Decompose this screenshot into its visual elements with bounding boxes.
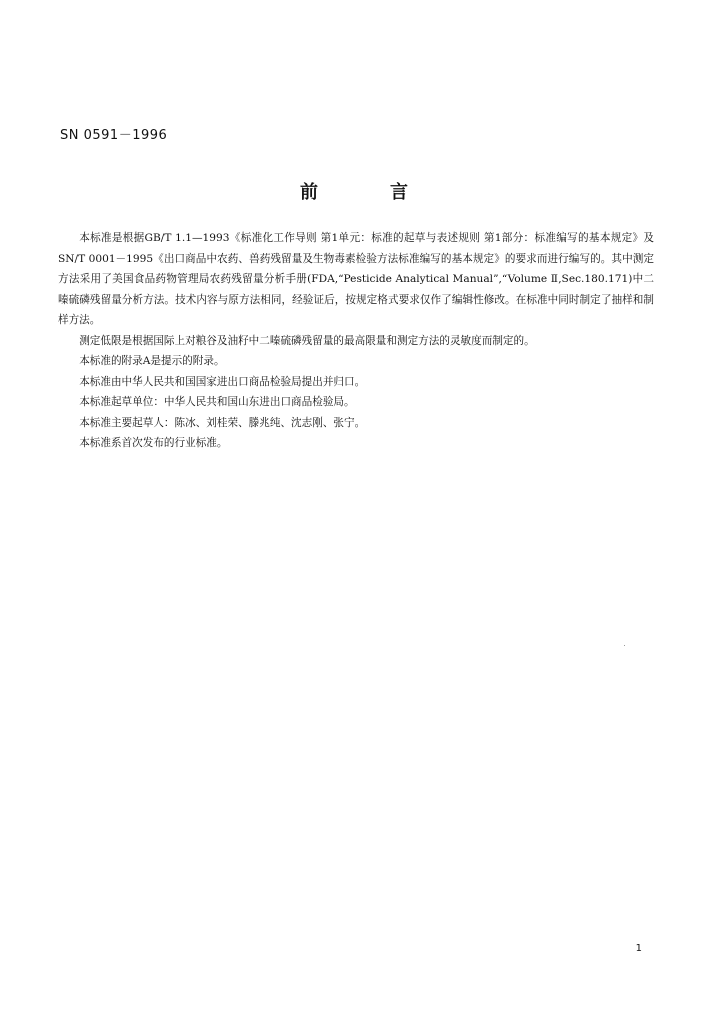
paragraph-first-issue: 本标准系首次发布的行业标准。 [79, 437, 228, 449]
paragraph-drafters: 本标准主要起草人：陈冰、刘桂荣、滕兆纯、沈志刚、张宁。 [79, 416, 366, 429]
paragraph-detection-limit: 测定低限是根据国际上对粮谷及油籽中二嗪硫磷残留量的最高限量和测定方法的灵敏度而制定的。 [79, 334, 535, 347]
standard-number: SN 0591－1996 [60, 128, 168, 143]
foreword-body [58, 228, 654, 454]
paragraph-proposer: 本标准由中华人民共和国国家进出口商品检验局提出并归口。 [79, 375, 366, 388]
paragraph-drafting-unit: 本标准起草单位：中华人民共和国山东进出口商品检验局。 [79, 396, 355, 408]
title-char-2: 言 [390, 182, 408, 203]
page-number: 1 [635, 943, 642, 954]
paragraph-appendix: 本标准的附录A是提示的附录。 [79, 355, 225, 367]
paragraph-basis: 本标准是根据GB/T 1.1—1993《标准化工作导则 第1单元：标准的起草与表述规则 第1部分：标准编写的基本规定》及SN/T 0001－1995《出口商品中农药、兽药残留量及生物毒素检验方法标准编写的基本规定》的要求而进行编写的。其中测定方法采用了美国食品药物管理局农药残留量分析手册(FDA,“Pesticide Analytical Manual”,“Volume Ⅱ,Sec.180.171)中二嗪硫磷残留量分析方法。技术内容与原方法相同，经验证后，按规定格式要求仅作了编辑性修改。在标准中同时制定了抽样和制样方法。 [58, 232, 654, 326]
title-char-1: 前 [300, 182, 318, 203]
scan-speck [624, 645, 625, 646]
page-title [0, 178, 708, 204]
